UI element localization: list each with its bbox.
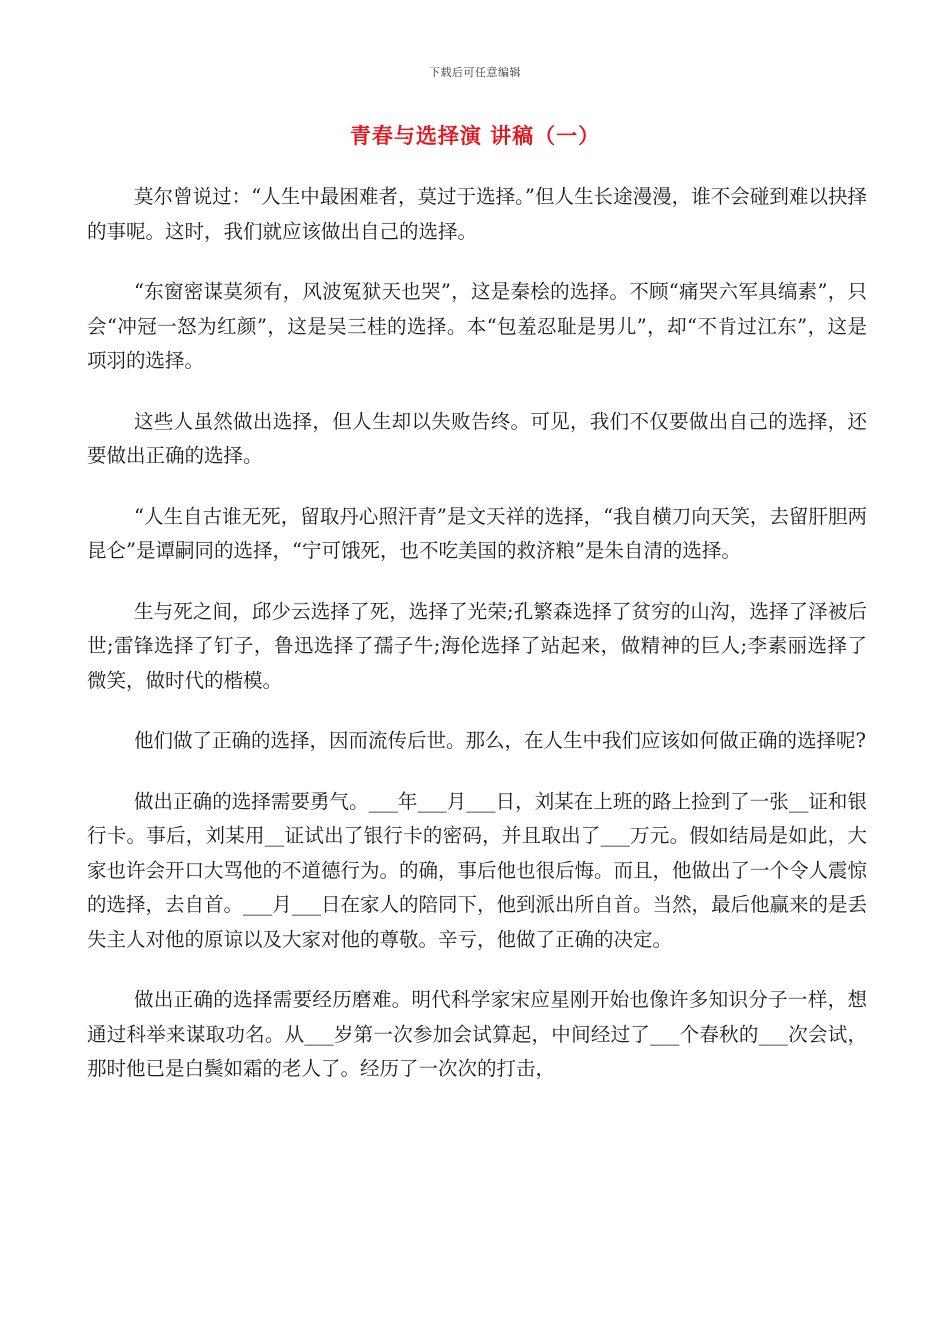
paragraph: 这些人虽然做出选择，但人生却以失败告终。可见，我们不仅要做出自己的选择，还要做出正确的选择。 — [87, 409, 867, 467]
paragraph: 生与死之间，邱少云选择了死，选择了光荣;孔繁森选择了贫穷的山沟，选择了泽被后世;雷锋选择了钉子，鲁迅选择了孺子牛;海伦选择了站起来，做精神的巨人;李素丽选择了微笑，做时代的楷模。 — [87, 599, 867, 692]
paragraph: 做出正确的选择需要勇气。___年___月___日，刘某在上班的路上捡到了一张__证和银行卡。事后，刘某用__证试出了银行卡的密码，并且取出了___万元。假如结局是如此，大家也许会开口大骂他的不道德行为。的确，事后他也很后悔。而且，他做出了一个令人震惊的选择，去自首。___月___日在家人的陪同下，他到派出所自首。当然，最后他赢来的是丢失主人对他的原谅以及大家对他的尊敬。辛亏，他做了正确的决定。 — [87, 789, 868, 951]
paragraph: 他们做了正确的选择，因而流传后世。那么，在人生中我们应该如何做正确的选择呢? — [134, 729, 866, 752]
header-note: 下载后可任意编辑 — [429, 66, 521, 79]
paragraph: “人生自古谁无死，留取丹心照汗青”是文天祥的选择，“我自横刀向天笑，去留肝胆两昆仑”是谭嗣同的选择，“宁可饿死，也不吃美国的救济粮”是朱自清的选择。 — [87, 504, 867, 562]
paragraph: 莫尔曾说过：“人生中最困难者，莫过于选择。”但人生长途漫漫，谁不会碰到难以抉择的事呢。这时，我们就应该做出自己的选择。 — [87, 185, 867, 243]
paragraph: 做出正确的选择需要经历磨难。明代科学家宋应星刚开始也像许多知识分子一样，想通过科举来谋取功名。从___岁第一次参加会试算起，中间经过了___个春秋的___次会试，那时他已是白鬓如霜的老人了。经历了一次次的打击， — [87, 988, 867, 1080]
document-title: 青春与选择演 讲稿（一） — [349, 123, 601, 148]
paragraph: “东窗密谋莫须有，风波冤狱天也哭”，这是秦桧的选择。不顾“痛哭六军具缟素”，只会“冲冠一怒为红颜”，这是吴三桂的选择。本“包羞忍耻是男儿”，却“不肯过江东”，这是项羽的选择。 — [87, 280, 867, 372]
document-body — [87, 180, 867, 1113]
